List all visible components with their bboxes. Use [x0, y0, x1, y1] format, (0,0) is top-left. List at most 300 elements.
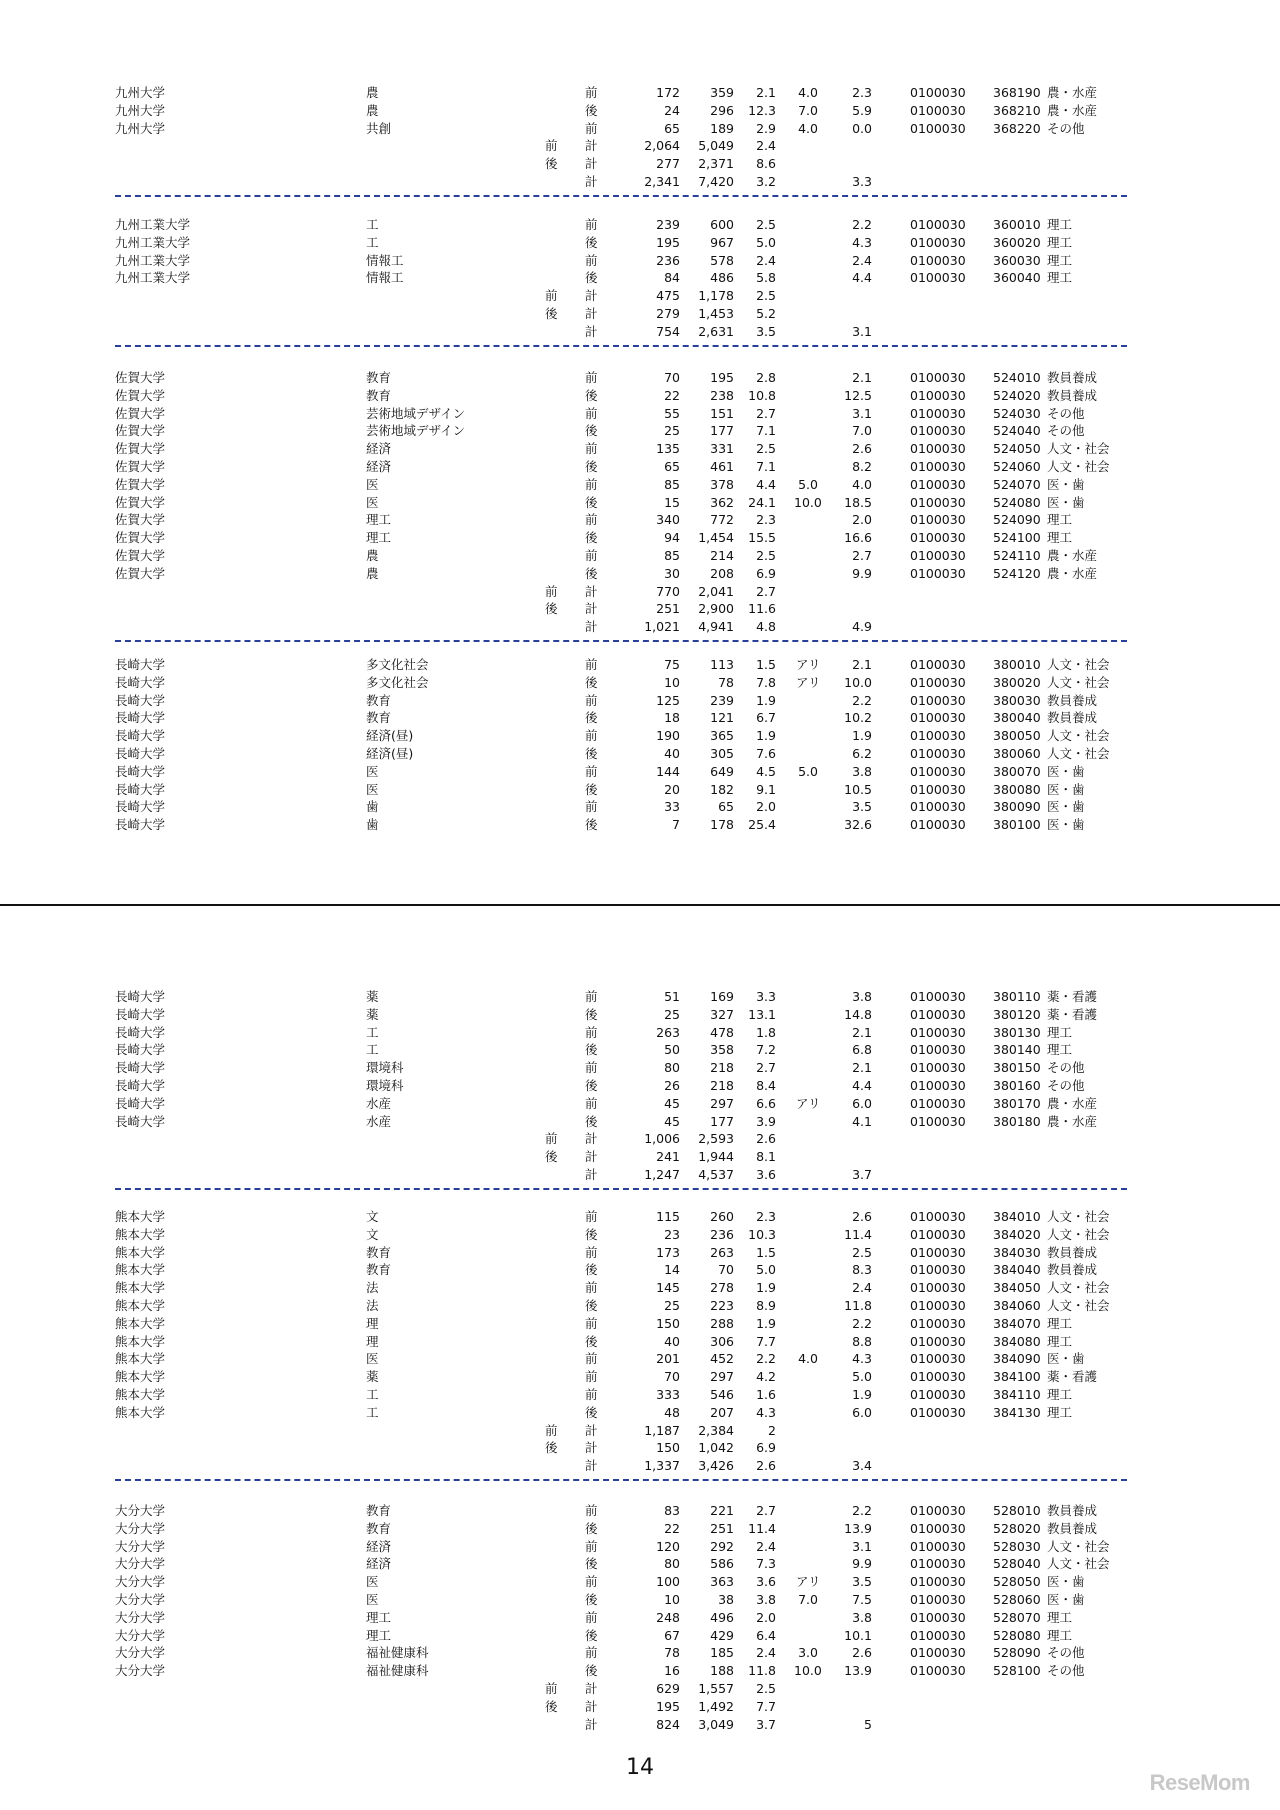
cell-r: 2.5 — [756, 288, 776, 304]
cell-b: 121 — [710, 710, 734, 726]
section-divider — [115, 195, 1127, 197]
cell-pr: 10.0 — [844, 674, 872, 690]
cell-pr: 11.8 — [844, 1298, 872, 1313]
table-row — [0, 120, 1280, 138]
cell-sch: 前 — [585, 1503, 598, 1518]
cell-pr: 5.9 — [852, 102, 872, 118]
cell-a: 94 — [664, 530, 680, 546]
cell-sch: 後 — [585, 234, 598, 250]
cell-fac: 工 — [366, 234, 379, 250]
cell-sch: 前 — [585, 1315, 598, 1331]
cell-cat: 人文・社会 — [1047, 459, 1110, 474]
cell-code1: 0100030 — [910, 1209, 966, 1224]
subtotal-row — [0, 137, 1280, 155]
cell-sch: 前 — [585, 1538, 598, 1554]
cell-cat: その他 — [1047, 405, 1085, 421]
cell-grp: 前 — [545, 138, 558, 154]
cell-grp: 前 — [545, 1681, 558, 1696]
cell-pr: 1.9 — [852, 728, 872, 744]
cell-b: 78 — [718, 674, 734, 690]
table-row — [0, 1006, 1280, 1024]
cell-cut: 5.0 — [798, 476, 818, 492]
cell-r: 15.5 — [748, 530, 776, 546]
cell-cat: 人文・社会 — [1047, 1280, 1110, 1296]
cell-code2: 524060 — [993, 459, 1041, 474]
cell-a: 629 — [656, 1681, 680, 1696]
cell-sch: 前 — [585, 1280, 598, 1296]
cell-pr: 10.2 — [844, 710, 872, 726]
cell-sch: 前 — [585, 1244, 598, 1260]
subtotal-row — [0, 1130, 1280, 1148]
cell-cat: 人文・社会 — [1047, 674, 1110, 690]
cell-code2: 524020 — [993, 387, 1041, 403]
cell-code2: 528100 — [993, 1663, 1041, 1679]
cell-cat: 人文・社会 — [1047, 657, 1110, 672]
cell-r: 1.5 — [756, 1244, 776, 1260]
cell-a: 15 — [664, 494, 680, 510]
table-row — [0, 269, 1280, 287]
cell-pr: 16.6 — [844, 530, 872, 546]
cell-r: 8.9 — [756, 1298, 776, 1313]
subtotal-row — [0, 1716, 1280, 1734]
section-divider — [115, 345, 1127, 347]
cell-r: 2.5 — [756, 548, 776, 563]
cell-uni: 長崎大学 — [115, 799, 166, 815]
cell-sch: 後 — [585, 674, 598, 690]
cell-sch: 前 — [585, 657, 598, 672]
cell-a: 80 — [664, 1556, 680, 1572]
cell-code1: 0100030 — [910, 405, 966, 421]
cell-b: 251 — [710, 1520, 734, 1536]
cell-sch: 後 — [585, 1520, 598, 1536]
subtotal-row — [0, 1457, 1280, 1475]
cell-a: 236 — [656, 252, 680, 268]
cell-fac: 福祉健康科 — [366, 1645, 429, 1661]
cell-b: 188 — [710, 1663, 734, 1679]
cell-fac: 薬 — [366, 1006, 379, 1022]
cell-r: 8.1 — [756, 1149, 776, 1165]
cell-code2: 384070 — [993, 1315, 1041, 1331]
cell-uni: 九州大学 — [115, 85, 166, 100]
table-row — [0, 1573, 1280, 1591]
cell-grp: 前 — [545, 1131, 558, 1147]
cell-sch: 後 — [585, 781, 598, 797]
cell-pr: 3.8 — [852, 1609, 872, 1625]
cell-uni: 長崎大学 — [115, 1078, 166, 1093]
cell-uni: 佐賀大学 — [115, 512, 166, 528]
cell-code1: 0100030 — [910, 1298, 966, 1313]
cell-pr: 2.6 — [852, 441, 872, 457]
table-row — [0, 1041, 1280, 1059]
cell-cat: 医・歯 — [1047, 476, 1085, 492]
cell-code2: 380130 — [993, 1024, 1041, 1040]
cell-a: 1,337 — [644, 1458, 680, 1474]
cell-a: 150 — [656, 1440, 680, 1456]
cell-sch: 計 — [585, 1422, 598, 1438]
section-divider — [115, 640, 1127, 642]
cell-code1: 0100030 — [910, 387, 966, 403]
cell-r: 2.4 — [756, 138, 776, 154]
cell-a: 30 — [664, 565, 680, 581]
cell-r: 3.8 — [756, 1592, 776, 1607]
cell-grp: 後 — [545, 601, 558, 617]
cell-cat: 理工 — [1047, 217, 1073, 232]
cell-code1: 0100030 — [910, 1387, 966, 1402]
cell-r: 2.8 — [756, 370, 776, 385]
cell-fac: 教育 — [366, 1520, 392, 1536]
cell-cat: 理工 — [1047, 1404, 1073, 1420]
cell-fac: 工 — [366, 1404, 379, 1420]
cell-b: 586 — [710, 1556, 734, 1572]
cell-pr: 2.2 — [852, 692, 872, 708]
cell-code1: 0100030 — [910, 674, 966, 690]
cell-a: 248 — [656, 1609, 680, 1625]
cell-code1: 0100030 — [910, 120, 966, 136]
page-number: 14 — [626, 1755, 654, 1780]
section-divider — [115, 1479, 1127, 1481]
cell-a: 144 — [656, 763, 680, 779]
cell-sch: 後 — [585, 423, 598, 439]
cell-code2: 360010 — [993, 217, 1041, 232]
cell-a: 45 — [664, 1113, 680, 1129]
cell-uni: 大分大学 — [115, 1645, 166, 1661]
subtotal-row — [0, 173, 1280, 191]
cell-fac: 文 — [366, 1209, 379, 1224]
cell-pr: 12.5 — [844, 387, 872, 403]
cell-r: 2.0 — [756, 799, 776, 815]
cell-uni: 佐賀大学 — [115, 370, 166, 385]
cell-cat: 人文・社会 — [1047, 746, 1110, 761]
cell-grp: 前 — [545, 288, 558, 304]
cell-fac: 歯 — [366, 817, 379, 833]
table-row — [0, 476, 1280, 494]
cell-sch: 計 — [585, 1458, 598, 1474]
cell-r: 2.5 — [756, 441, 776, 457]
cell-sch: 計 — [585, 323, 598, 339]
cell-a: 145 — [656, 1280, 680, 1296]
cell-sch: 計 — [585, 1698, 598, 1714]
cell-code1: 0100030 — [910, 530, 966, 546]
cell-a: 85 — [664, 476, 680, 492]
cell-a: 65 — [664, 459, 680, 474]
cell-r: 2.4 — [756, 1645, 776, 1661]
cell-cat: 理工 — [1047, 1333, 1073, 1349]
cell-a: 10 — [664, 674, 680, 690]
cell-b: 208 — [710, 565, 734, 581]
cell-pr: 3.4 — [852, 1458, 872, 1474]
cell-cut: 10.0 — [794, 494, 822, 510]
cell-code1: 0100030 — [910, 1244, 966, 1260]
cell-fac: 薬 — [366, 989, 379, 1004]
cell-b: 214 — [710, 548, 734, 563]
cell-b: 967 — [710, 234, 734, 250]
cell-b: 1,557 — [698, 1681, 734, 1696]
cell-pr: 3.5 — [852, 799, 872, 815]
cell-a: 75 — [664, 657, 680, 672]
cell-fac: 環境科 — [366, 1060, 404, 1076]
cell-fac: 法 — [366, 1280, 379, 1296]
cell-cat: 理工 — [1047, 270, 1073, 286]
cell-cat: 教員養成 — [1047, 370, 1098, 385]
cell-uni: 大分大学 — [115, 1556, 166, 1572]
cell-pr: 5 — [864, 1716, 872, 1732]
cell-sch: 前 — [585, 548, 598, 563]
cell-code2: 524010 — [993, 370, 1041, 385]
table-row — [0, 1113, 1280, 1131]
cell-uni: 大分大学 — [115, 1520, 166, 1536]
section-divider — [115, 1188, 1127, 1190]
cell-cat: 医・歯 — [1047, 799, 1085, 815]
cell-code1: 0100030 — [910, 1404, 966, 1420]
subtotal-row — [0, 1698, 1280, 1716]
cell-a: 80 — [664, 1060, 680, 1076]
cell-r: 2.5 — [756, 217, 776, 232]
cell-sch: 後 — [585, 459, 598, 474]
cell-uni: 熊本大学 — [115, 1262, 166, 1278]
cell-cat: 理工 — [1047, 252, 1073, 268]
cell-r: 8.4 — [756, 1078, 776, 1093]
cell-a: 279 — [656, 306, 680, 321]
cell-uni: 大分大学 — [115, 1592, 166, 1607]
cell-sch: 後 — [585, 1262, 598, 1278]
cell-code2: 368210 — [993, 102, 1041, 118]
cell-b: 486 — [710, 270, 734, 286]
cell-r: 1.9 — [756, 1315, 776, 1331]
cell-code2: 384020 — [993, 1226, 1041, 1242]
cell-fac: 農 — [366, 102, 379, 118]
cell-fac: 医 — [366, 781, 379, 797]
cell-fac: 理 — [366, 1333, 379, 1349]
cell-code1: 0100030 — [910, 270, 966, 286]
cell-b: 195 — [710, 370, 734, 385]
subtotal-row — [0, 600, 1280, 618]
table-row — [0, 405, 1280, 423]
cell-a: 125 — [656, 692, 680, 708]
cell-uni: 熊本大学 — [115, 1404, 166, 1420]
cell-sch: 後 — [585, 1113, 598, 1129]
cell-b: 429 — [710, 1627, 734, 1643]
cell-a: 277 — [656, 156, 680, 172]
cell-code2: 380150 — [993, 1060, 1041, 1076]
cell-cut: 3.0 — [798, 1645, 818, 1661]
cell-fac: 水産 — [366, 1113, 392, 1129]
cell-uni: 佐賀大学 — [115, 530, 166, 546]
cell-b: 169 — [710, 989, 734, 1004]
cell-b: 362 — [710, 494, 734, 510]
cell-code1: 0100030 — [910, 370, 966, 385]
cell-b: 461 — [710, 459, 734, 474]
cell-code1: 0100030 — [910, 1592, 966, 1607]
table-row — [0, 727, 1280, 745]
cell-pr: 4.4 — [852, 270, 872, 286]
cell-a: 22 — [664, 1520, 680, 1536]
cell-fac: 教育 — [366, 1503, 392, 1518]
cell-r: 11.6 — [748, 601, 776, 617]
cell-code2: 384090 — [993, 1351, 1041, 1367]
cell-a: 340 — [656, 512, 680, 528]
cell-cat: 農・水産 — [1047, 565, 1098, 581]
cell-b: 288 — [710, 1315, 734, 1331]
cell-r: 7.7 — [756, 1333, 776, 1349]
cell-b: 65 — [718, 799, 734, 815]
cell-b: 260 — [710, 1209, 734, 1224]
cell-b: 365 — [710, 728, 734, 744]
cell-cut: 10.0 — [794, 1663, 822, 1679]
cell-b: 151 — [710, 405, 734, 421]
cell-fac: 医 — [366, 1351, 379, 1367]
cell-b: 478 — [710, 1024, 734, 1040]
cell-sch: 計 — [585, 601, 598, 617]
cell-code1: 0100030 — [910, 441, 966, 457]
table-row — [0, 781, 1280, 799]
cell-b: 3,049 — [698, 1716, 734, 1732]
cell-code1: 0100030 — [910, 102, 966, 118]
cell-sch: 計 — [585, 156, 598, 172]
cell-code1: 0100030 — [910, 1262, 966, 1278]
cell-sch: 後 — [585, 1078, 598, 1093]
cell-code2: 380120 — [993, 1006, 1041, 1022]
cell-cat: 医・歯 — [1047, 763, 1085, 779]
cell-r: 7.8 — [756, 674, 776, 690]
cell-a: 1,247 — [644, 1167, 680, 1182]
cell-sch: 計 — [585, 1167, 598, 1182]
cell-uni: 佐賀大学 — [115, 423, 166, 439]
cell-a: 1,006 — [644, 1131, 680, 1147]
cell-pr: 3.8 — [852, 989, 872, 1004]
cell-pr: 6.0 — [852, 1404, 872, 1420]
cell-uni: 大分大学 — [115, 1574, 166, 1590]
cell-r: 3.7 — [756, 1716, 776, 1732]
cell-b: 2,900 — [698, 601, 734, 617]
cell-code1: 0100030 — [910, 710, 966, 726]
cell-r: 2.7 — [756, 1503, 776, 1518]
cell-r: 3.6 — [756, 1167, 776, 1182]
cell-fac: 法 — [366, 1298, 379, 1313]
subtotal-row — [0, 1148, 1280, 1166]
cell-fac: 情報工 — [366, 252, 404, 268]
cell-uni: 佐賀大学 — [115, 476, 166, 492]
cell-cat: 医・歯 — [1047, 494, 1085, 510]
cell-code1: 0100030 — [910, 1627, 966, 1643]
table-row — [0, 1609, 1280, 1627]
cell-a: 263 — [656, 1024, 680, 1040]
cell-b: 327 — [710, 1006, 734, 1022]
cell-uni: 長崎大学 — [115, 1042, 166, 1058]
cell-code1: 0100030 — [910, 763, 966, 779]
cell-cat: その他 — [1047, 120, 1085, 136]
cell-sch: 後 — [585, 1298, 598, 1313]
cell-fac: 歯 — [366, 799, 379, 815]
cell-b: 223 — [710, 1298, 734, 1313]
cell-cat: 教員養成 — [1047, 710, 1098, 726]
cell-a: 84 — [664, 270, 680, 286]
cell-code1: 0100030 — [910, 1556, 966, 1572]
table-row — [0, 387, 1280, 405]
cell-a: 475 — [656, 288, 680, 304]
cell-uni: 長崎大学 — [115, 781, 166, 797]
cell-cat: 理工 — [1047, 530, 1073, 546]
cell-cut: 4.0 — [798, 120, 818, 136]
cell-fac: 工 — [366, 1042, 379, 1058]
cell-fac: 理 — [366, 1315, 379, 1331]
cell-code1: 0100030 — [910, 728, 966, 744]
cell-b: 5,049 — [698, 138, 734, 154]
table-row — [0, 1627, 1280, 1645]
cell-grp: 後 — [545, 1440, 558, 1456]
cell-uni: 熊本大学 — [115, 1351, 166, 1367]
table-row — [0, 458, 1280, 476]
cell-r: 13.1 — [748, 1006, 776, 1022]
cell-code2: 528020 — [993, 1520, 1041, 1536]
table-row — [0, 988, 1280, 1006]
cell-pr: 4.3 — [852, 1351, 872, 1367]
cell-code1: 0100030 — [910, 1060, 966, 1076]
cell-cat: 農・水産 — [1047, 85, 1098, 100]
cell-pr: 5.0 — [852, 1369, 872, 1385]
table-row — [0, 1095, 1280, 1113]
cell-a: 239 — [656, 217, 680, 232]
cell-a: 48 — [664, 1404, 680, 1420]
cell-a: 23 — [664, 1226, 680, 1242]
cell-a: 26 — [664, 1078, 680, 1093]
cell-r: 7.1 — [756, 423, 776, 439]
table-row — [0, 216, 1280, 234]
cell-a: 16 — [664, 1663, 680, 1679]
cell-code2: 528090 — [993, 1645, 1041, 1661]
cell-pr: 2.6 — [852, 1209, 872, 1224]
cell-pr: 2.5 — [852, 1244, 872, 1260]
cell-uni: 熊本大学 — [115, 1280, 166, 1296]
cell-code2: 384130 — [993, 1404, 1041, 1420]
cell-a: 20 — [664, 781, 680, 797]
cell-r: 2.6 — [756, 1131, 776, 1147]
cell-uni: 長崎大学 — [115, 728, 166, 744]
table-row — [0, 1368, 1280, 1386]
cell-code2: 384050 — [993, 1280, 1041, 1296]
cell-sch: 前 — [585, 370, 598, 385]
cell-fac: 経済 — [366, 441, 392, 457]
cell-sch: 後 — [585, 710, 598, 726]
cell-uni: 佐賀大学 — [115, 441, 166, 457]
cell-pr: 2.1 — [852, 657, 872, 672]
cell-sch: 後 — [585, 1333, 598, 1349]
cell-b: 297 — [710, 1369, 734, 1385]
cell-code1: 0100030 — [910, 657, 966, 672]
cell-code2: 528030 — [993, 1538, 1041, 1554]
table-row — [0, 1386, 1280, 1404]
cell-sch: 前 — [585, 1095, 598, 1111]
cell-r: 6.9 — [756, 565, 776, 581]
cell-r: 6.9 — [756, 1440, 776, 1456]
cell-uni: 長崎大学 — [115, 746, 166, 761]
cell-fac: 芸術地域デザイン — [366, 423, 466, 439]
cell-r: 2.3 — [756, 512, 776, 528]
subtotal-row — [0, 1422, 1280, 1440]
cell-fac: 医 — [366, 763, 379, 779]
cell-code2: 380180 — [993, 1113, 1041, 1129]
cell-code2: 380050 — [993, 728, 1041, 744]
cell-pr: 6.0 — [852, 1095, 872, 1111]
cell-uni: 大分大学 — [115, 1503, 166, 1518]
cell-uni: 長崎大学 — [115, 817, 166, 833]
cell-sch: 後 — [585, 1226, 598, 1242]
cell-fac: 環境科 — [366, 1078, 404, 1093]
cell-code1: 0100030 — [910, 799, 966, 815]
cell-code1: 0100030 — [910, 234, 966, 250]
table-row — [0, 1333, 1280, 1351]
cell-a: 50 — [664, 1042, 680, 1058]
cell-code2: 380140 — [993, 1042, 1041, 1058]
